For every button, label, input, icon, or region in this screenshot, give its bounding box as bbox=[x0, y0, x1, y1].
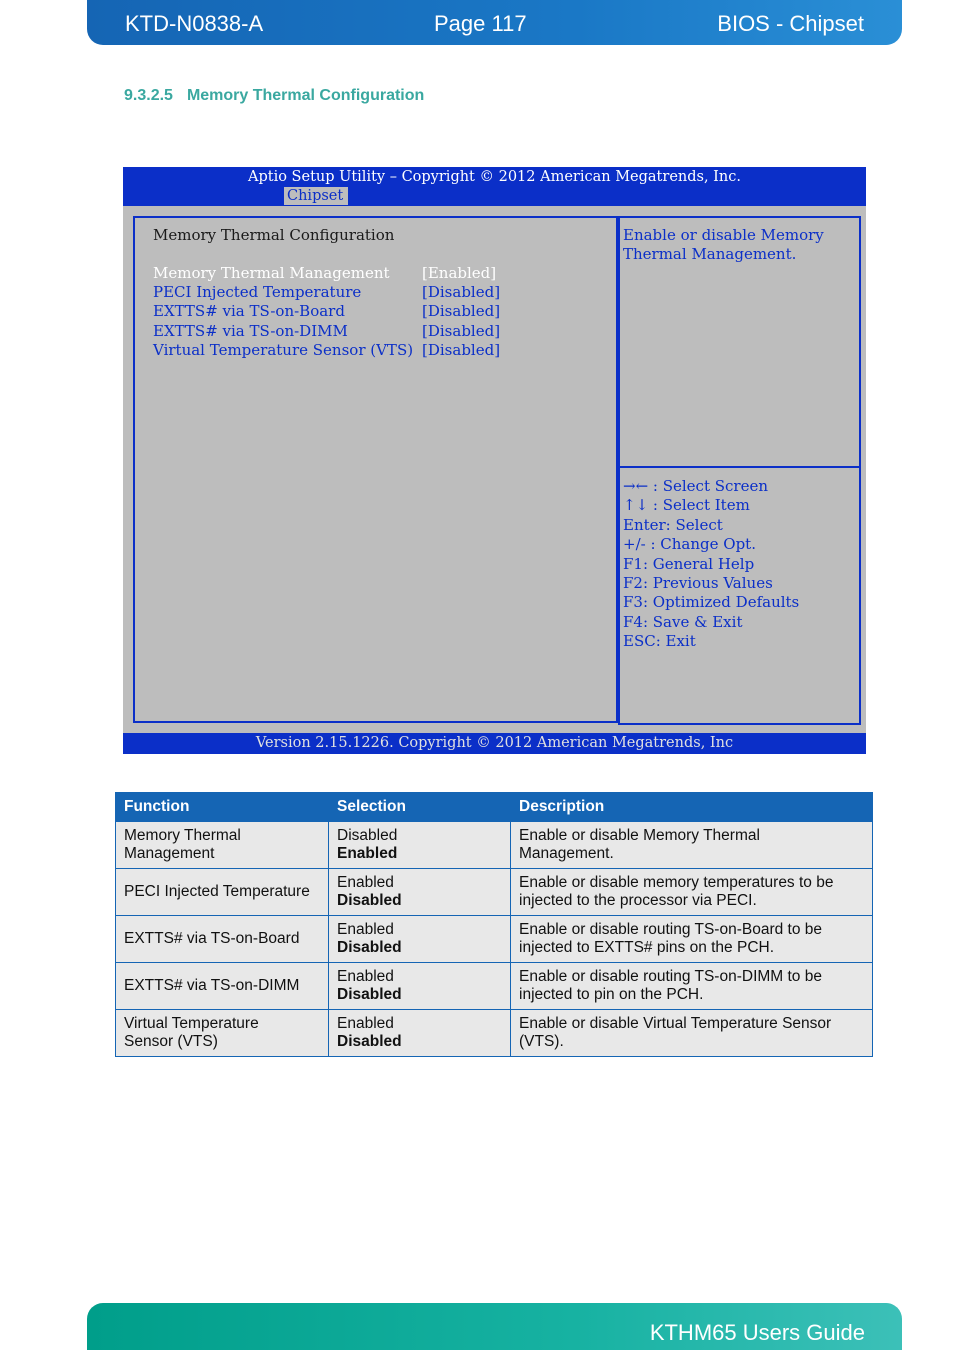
key-help-f3: F3: Optimized Defaults bbox=[623, 593, 800, 612]
description-line: Management. bbox=[519, 845, 614, 862]
table-row bbox=[116, 822, 873, 869]
section-number: 9.3.2.5 bbox=[124, 87, 173, 104]
description-line: (VTS). bbox=[519, 1033, 564, 1050]
selection-default: Disabled bbox=[337, 1033, 402, 1050]
description-line: Enable or disable Memory Thermal bbox=[519, 827, 760, 844]
option-extts-ts-on-dimm[interactable]: EXTTS# via TS-on-DIMM bbox=[153, 322, 348, 340]
selection-cell bbox=[329, 963, 511, 1010]
option-extts-ts-on-board[interactable]: EXTTS# via TS-on-Board bbox=[153, 302, 345, 320]
selection-cell bbox=[329, 869, 511, 916]
function-cell bbox=[116, 1010, 329, 1057]
function-cell bbox=[116, 963, 329, 1010]
selection-option: Enabled bbox=[337, 921, 394, 938]
key-help-f2: F2: Previous Values bbox=[623, 574, 773, 593]
help-line: Enable or disable Memory bbox=[623, 226, 824, 244]
function-line: Management bbox=[124, 845, 215, 862]
tab-chipset[interactable]: Chipset bbox=[284, 187, 348, 205]
function-cell bbox=[116, 822, 329, 869]
function-cell bbox=[116, 916, 329, 963]
selection-option: Enabled bbox=[337, 874, 394, 891]
option-virtual-temperature-sensor[interactable]: Virtual Temperature Sensor (VTS) bbox=[153, 341, 414, 359]
description-cell bbox=[511, 1010, 873, 1057]
selection-cell bbox=[329, 1010, 511, 1057]
column-header-description: Description bbox=[511, 793, 873, 822]
function-cell bbox=[116, 869, 329, 916]
page-footer bbox=[87, 1303, 902, 1350]
selection-option: Enabled bbox=[337, 968, 394, 985]
bios-title: Aptio Setup Utility – Copyright © 2012 American Megatrends, Inc. bbox=[248, 169, 741, 185]
description-line: injected to EXTTS# pins on the PCH. bbox=[519, 939, 775, 956]
function-line: Virtual Temperature bbox=[124, 1015, 259, 1032]
bios-key-legend bbox=[623, 477, 799, 652]
bios-help-text bbox=[623, 226, 824, 265]
selection-default: Enabled bbox=[337, 845, 398, 862]
selection-default: Disabled bbox=[337, 939, 402, 956]
bios-version-bar: Version 2.15.1226. Copyright © 2012 American Megatrends, Inc bbox=[123, 733, 866, 754]
description-line: Enable or disable routing TS-on-Board to be bbox=[519, 921, 823, 938]
selection-option: Enabled bbox=[337, 1015, 394, 1032]
selection-option: Disabled bbox=[337, 827, 398, 844]
key-help-select-item: ↑↓ : Select Item bbox=[623, 496, 750, 515]
selection-default: Disabled bbox=[337, 892, 402, 909]
function-line: EXTTS# via TS-on-DIMM bbox=[124, 977, 300, 994]
page-number: Page 117 bbox=[434, 11, 527, 36]
document-id: KTD-N0838-A bbox=[125, 11, 264, 36]
option-value-peci-injected-temperature[interactable]: [Disabled] bbox=[422, 283, 501, 301]
key-help-f1: F1: General Help bbox=[623, 554, 755, 573]
description-line: injected to the processor via PECI. bbox=[519, 892, 757, 909]
chapter-title: BIOS - Chipset bbox=[717, 11, 864, 36]
option-memory-thermal-management[interactable]: Memory Thermal Management bbox=[153, 264, 390, 282]
function-line: Sensor (VTS) bbox=[124, 1033, 218, 1050]
table-row bbox=[116, 869, 873, 916]
function-line: EXTTS# via TS-on-Board bbox=[124, 930, 300, 947]
selection-default: Disabled bbox=[337, 986, 402, 1003]
description-line: Enable or disable memory temperatures to be bbox=[519, 874, 834, 891]
option-peci-injected-temperature[interactable]: PECI Injected Temperature bbox=[153, 283, 362, 301]
key-help-change-opt: +/- : Change Opt. bbox=[623, 535, 756, 554]
option-value-extts-ts-on-dimm[interactable]: [Disabled] bbox=[422, 322, 501, 340]
bios-title-bar bbox=[123, 167, 866, 206]
page-header bbox=[87, 0, 902, 45]
guide-title: KTHM65 Users Guide bbox=[649, 1320, 865, 1345]
option-value-extts-ts-on-board[interactable]: [Disabled] bbox=[422, 302, 501, 320]
table-row bbox=[116, 916, 873, 963]
table-row bbox=[116, 1010, 873, 1057]
description-line: Enable or disable Virtual Temperature Sensor bbox=[519, 1015, 832, 1032]
column-header-function: Function bbox=[116, 793, 329, 822]
section-heading bbox=[124, 87, 424, 105]
description-cell bbox=[511, 916, 873, 963]
column-header-selection: Selection bbox=[329, 793, 511, 822]
function-table bbox=[115, 792, 873, 1057]
selection-cell bbox=[329, 916, 511, 963]
key-help-enter: Enter: Select bbox=[623, 515, 723, 534]
description-line: injected to pin on the PCH. bbox=[519, 986, 704, 1003]
description-cell bbox=[511, 822, 873, 869]
function-line: Memory Thermal bbox=[124, 827, 241, 844]
key-help-select-screen: →← : Select Screen bbox=[623, 477, 769, 495]
section-title: Memory Thermal Configuration bbox=[186, 87, 425, 104]
table-header-row bbox=[116, 793, 873, 822]
function-line: PECI Injected Temperature bbox=[124, 883, 310, 900]
bios-screen bbox=[123, 167, 866, 754]
key-help-esc: ESC: Exit bbox=[623, 632, 696, 651]
bios-page-heading: Memory Thermal Configuration bbox=[153, 226, 395, 244]
description-cell bbox=[511, 869, 873, 916]
description-line: Enable or disable routing TS-on-DIMM to be bbox=[519, 968, 822, 985]
selection-cell bbox=[329, 822, 511, 869]
option-value-virtual-temperature-sensor[interactable]: [Disabled] bbox=[422, 341, 501, 359]
option-value-memory-thermal-management[interactable]: [Enabled] bbox=[422, 264, 497, 282]
help-line: Thermal Management. bbox=[623, 245, 797, 264]
key-help-f4: F4: Save & Exit bbox=[623, 612, 743, 631]
table-row bbox=[116, 963, 873, 1010]
description-cell bbox=[511, 963, 873, 1010]
